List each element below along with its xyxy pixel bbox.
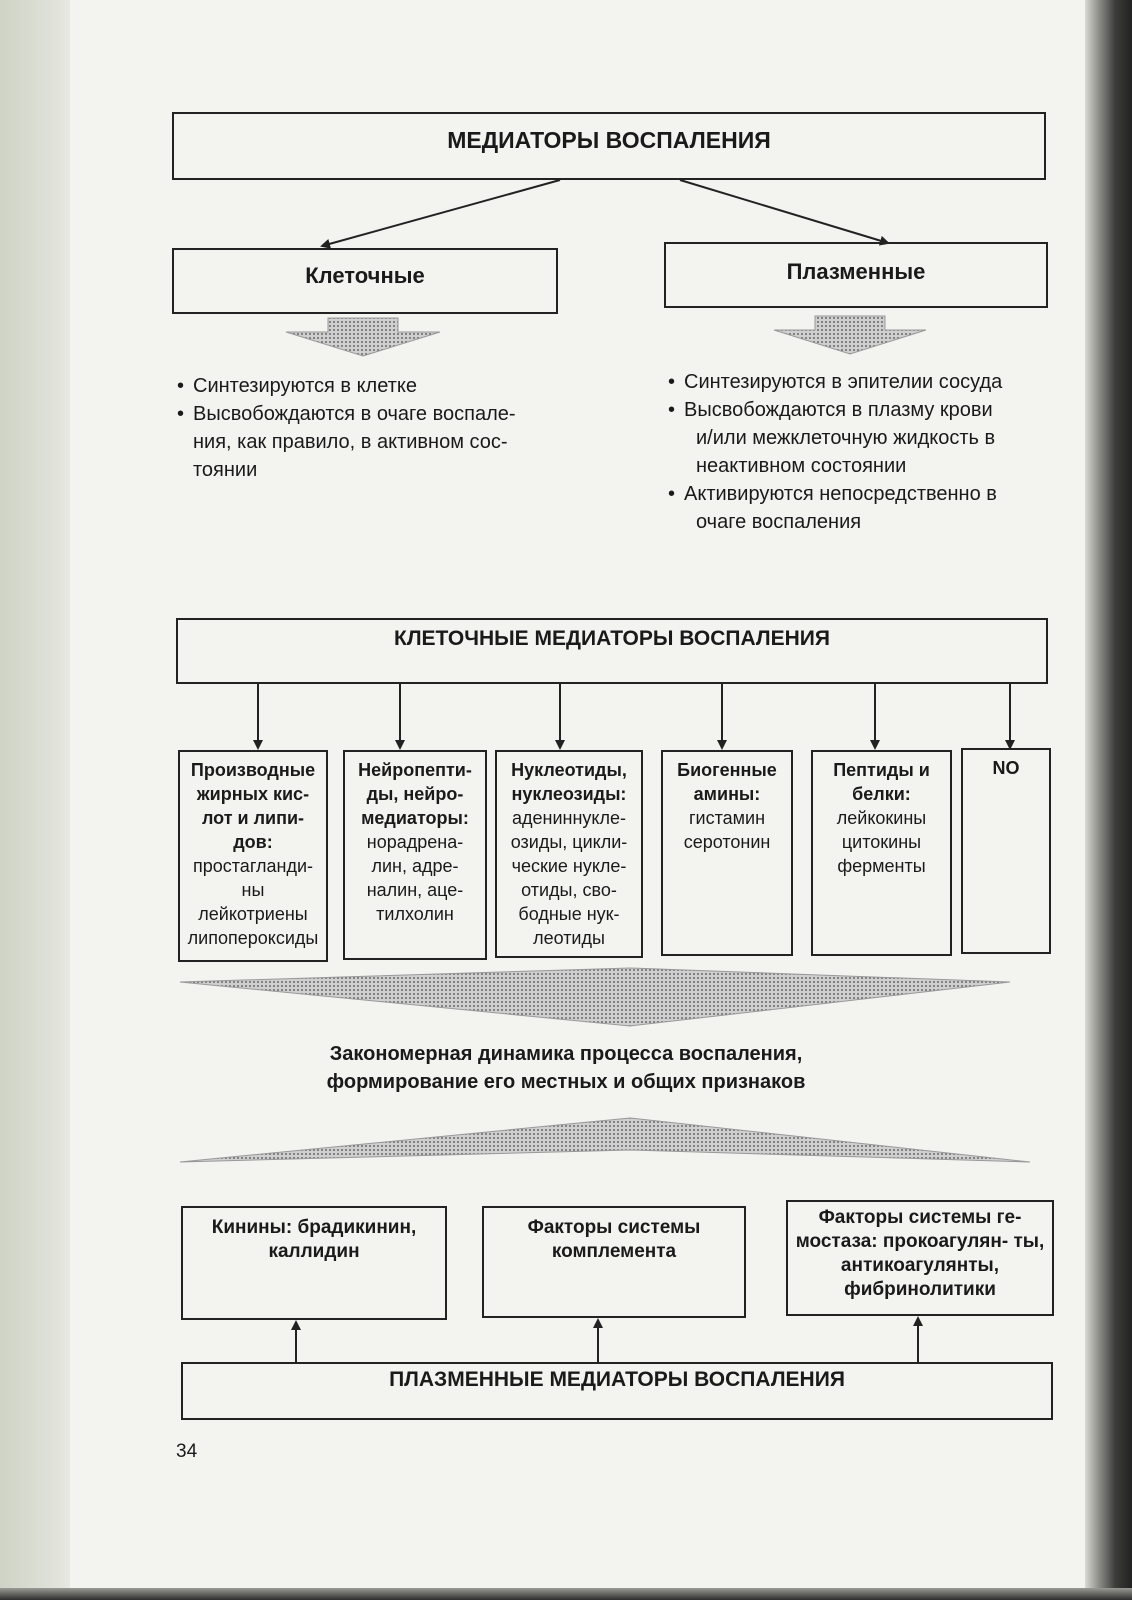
cellular-group-head-line: жирных кис- [196, 784, 310, 804]
plasma-bullet: • Высвобождаются в плазму крови [668, 396, 1048, 424]
cellular-group-head-line: Пептиды и [833, 760, 930, 780]
plasma-bullets [668, 368, 1048, 536]
cellular-group-head-line: медиаторы: [361, 808, 469, 828]
block-arrow-cellular [286, 318, 440, 356]
cellular-group-item-line: леотиды [533, 928, 605, 948]
block-arrow-plasma [774, 316, 926, 354]
cellular-group-item-line: серотонин [683, 832, 771, 852]
cellular-group-4 [811, 750, 952, 956]
cellular-group-head-line: ды, нейро- [366, 784, 464, 804]
block-arrow-up [180, 1118, 1030, 1162]
arrow-to-plasma [680, 180, 888, 243]
plasma-category-title: Плазменные [786, 259, 926, 284]
cellular-bullet-cont: тоянии [193, 459, 258, 481]
plasma-group-kinins [181, 1206, 447, 1320]
main-title: МЕДИАТОРЫ ВОСПАЛЕНИЯ [447, 127, 771, 153]
plasma-group-line: Факторы системы [527, 1217, 701, 1238]
cellular-group-2 [495, 750, 643, 958]
cellular-group-item-line: отиды, сво- [521, 880, 617, 900]
arrow-to-cellular [322, 180, 560, 246]
cellular-group-item-line: норадрена- [366, 832, 464, 852]
plasma-group-line: комплемента [551, 1241, 677, 1262]
plasma-group-line: ты, антикоагулянты, [840, 1231, 1045, 1276]
plasma-group-line: мостаза: прокоагулян- [795, 1231, 1009, 1252]
cellular-group-head-line: NO [992, 758, 1020, 778]
cellular-group-3 [661, 750, 793, 956]
cellular-group-item-line: гистамин [688, 808, 766, 828]
cellular-group-head-line: дов: [233, 832, 273, 852]
cellular-group-item-line: ферменты [837, 856, 926, 876]
cellular-group-item-line: бодные нук- [518, 904, 620, 924]
cellular-group-head-line: белки: [852, 784, 911, 804]
cellular-group-head-line: Нуклеотиды, [511, 760, 627, 780]
plasma-bullet-cont: очаге воспаления [696, 511, 862, 533]
plasma-bullet: • Активируются непосредственно в [668, 480, 1048, 508]
cellular-group-5 [961, 748, 1051, 954]
cellular-group-item-line: ны [241, 880, 265, 900]
cellular-group-item-line: цитокины [841, 832, 922, 852]
cellular-group-head-line: амины: [693, 784, 761, 804]
plasma-bullet-cont: и/или межклеточную жидкость в [696, 427, 996, 449]
cellular-bullet-cont: ния, как правило, в активном сос- [193, 431, 508, 453]
cellular-bullet: • Синтезируются в клетке [177, 372, 567, 400]
plasma-group-line: фибринолитики [844, 1279, 996, 1300]
plasma-mediators-title: ПЛАЗМЕННЫЕ МЕДИАТОРЫ ВОСПАЛЕНИЯ [389, 1368, 845, 1391]
cellular-group-item-line: простагланди- [193, 856, 313, 876]
plasma-group-complement [482, 1206, 746, 1318]
cellular-group-0 [178, 750, 328, 962]
cellular-bullets [177, 372, 567, 484]
cellular-group-item-line: лин, адре- [371, 856, 459, 876]
cellular-group-head-line: лот и липи- [201, 808, 305, 828]
cellular-group-item-line: лейкокины [836, 808, 927, 828]
cellular-group-item-line: налин, аце- [366, 880, 464, 900]
plasma-group-line: каллидин [268, 1241, 360, 1262]
cellular-group-head-line: Производные [190, 760, 316, 780]
page-number: 34 [176, 1441, 198, 1462]
cellular-group-item-line: ческие нукле- [511, 856, 627, 876]
plasma-bullet: • Синтезируются в эпителии сосуда [668, 368, 1048, 396]
block-arrow-down [180, 968, 1010, 1026]
plasma-group-hemostasis [786, 1200, 1054, 1316]
cellular-group-head-line: нуклеозиды: [511, 784, 627, 804]
cellular-mediators-title: КЛЕТОЧНЫЕ МЕДИАТОРЫ ВОСПАЛЕНИЯ [394, 627, 830, 650]
plasma-bullet-cont: неактивном состоянии [696, 455, 907, 477]
cellular-category-title: Клеточные [305, 263, 425, 288]
cellular-group-item-line: тилхолин [376, 904, 454, 924]
result-line-1: Закономерная динамика процесса воспаления, [329, 1043, 803, 1065]
result-line-2: формирование его местных и общих признаков [326, 1071, 806, 1093]
cellular-group-item-line: лейкотриены [198, 904, 308, 924]
plasma-group-line: Кинины: брадикинин, [211, 1217, 417, 1238]
cellular-group-item-line: адениннукле- [512, 808, 626, 828]
cellular-group-item-line: озиды, цикли- [510, 832, 628, 852]
cellular-group-1 [343, 750, 487, 960]
cellular-group-head-line: Нейропепти- [358, 760, 472, 780]
cellular-group-head-line: Биогенные [677, 760, 777, 780]
plasma-group-line: Факторы системы ге- [818, 1207, 1022, 1228]
cellular-group-item-line: липопероксиды [187, 928, 319, 948]
cellular-bullet: • Высвобождаются в очаге воспале- [177, 400, 567, 428]
